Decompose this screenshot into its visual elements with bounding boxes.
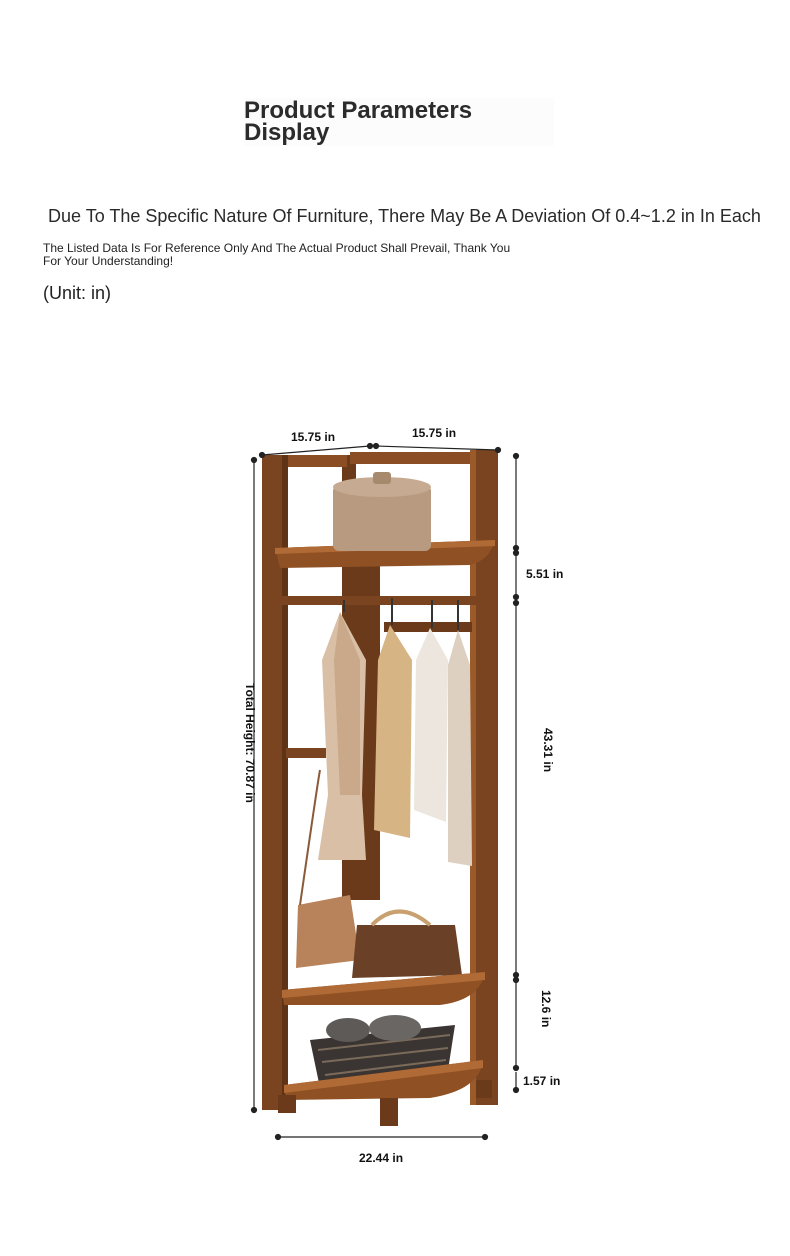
dim-total-height: Total Height: 70.87 in xyxy=(243,683,257,803)
dim-hanging-height: 43.31 in xyxy=(541,728,555,773)
dim-base-width: 22.44 in xyxy=(359,1151,404,1165)
dim-top-shelf-gap: 5.51 in xyxy=(526,567,564,581)
dim-top-right-width: 15.75 in xyxy=(412,426,457,440)
corner-shelf-illustration xyxy=(262,450,498,1126)
deviation-notice: Due To The Specific Nature Of Furniture, There May Be A Deviation Of 0.4~1.2 in In Each xyxy=(48,206,761,226)
page-title: Product Parameters Display xyxy=(244,98,554,146)
dim-top-left-width: 15.75 in xyxy=(291,430,336,444)
dim-bottom-shelf-height: 12.6 in xyxy=(539,990,553,1028)
dim-base-height: 1.57 in xyxy=(523,1074,561,1088)
reference-note: The Listed Data Is For Reference Only And The Actual Product Shall Prevail, Thank You For Your Understanding! xyxy=(43,241,511,268)
unit-label: (Unit: in) xyxy=(43,283,112,303)
